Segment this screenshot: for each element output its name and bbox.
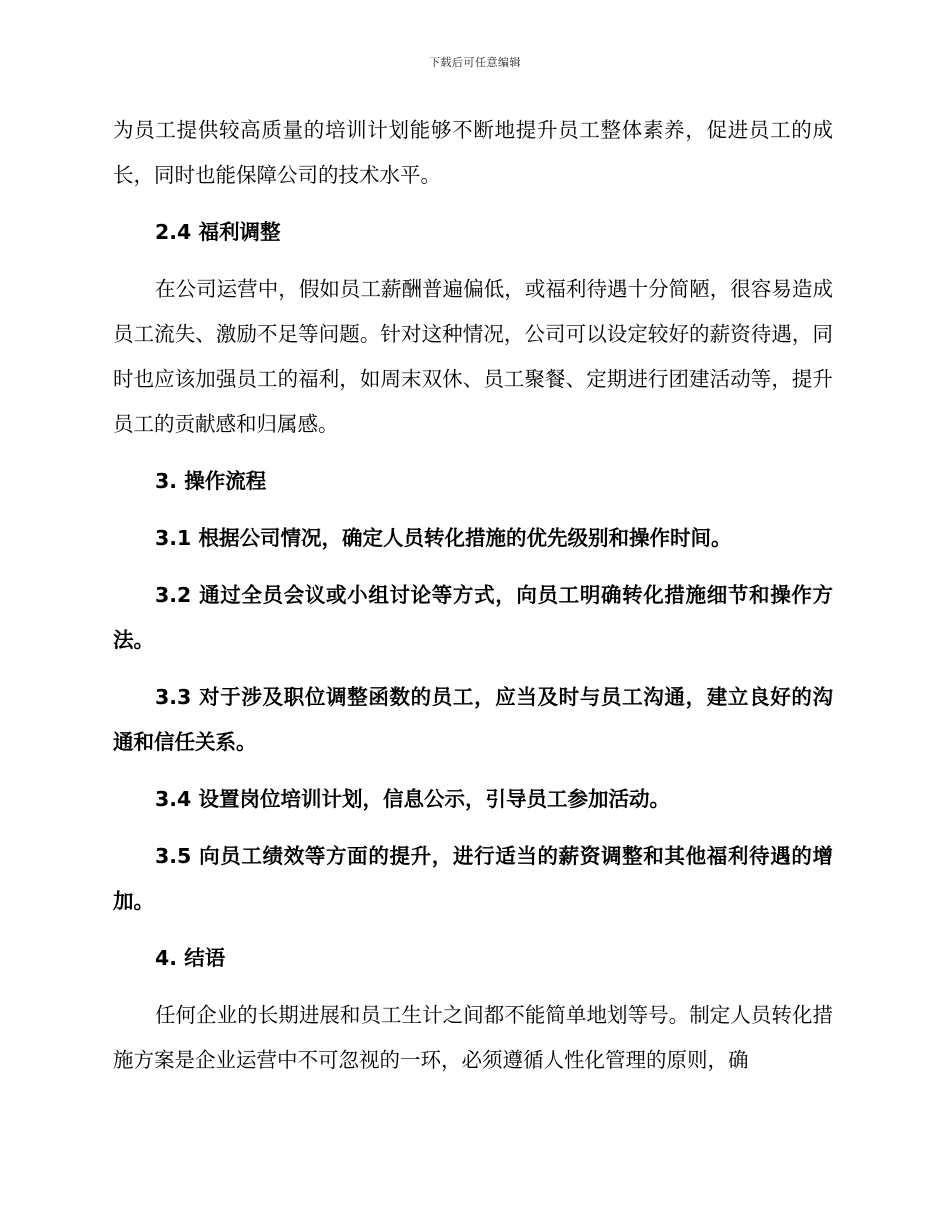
section-heading: 3. 操作流程 — [155, 469, 267, 493]
section-heading: 2.4 福利调整 — [155, 220, 281, 244]
body-paragraph: 在公司运营中，假如员工薪酬普遍偏低，或福利待遇十分简陋，很容易造成员工流失、激励不足等问题。针对这种情况，公司可以设定较好的薪资待遇，同时也应该加强员工的福利，如周末双休、员工聚餐、定期进行团建活动等，提升员工的贡献感和归属感。 — [113, 277, 833, 436]
list-item: 3.4 设置岗位培训计划，信息公示，引导员工参加活动。 — [155, 787, 670, 811]
list-item: 3.1 根据公司情况，确定人员转化措施的优先级别和操作时间。 — [155, 526, 732, 550]
page-header: 下载后可任意编辑 — [429, 56, 521, 69]
list-item: 3.3 对于涉及职位调整函数的员工，应当及时与员工沟通，建立良好的沟通和信任关系。 — [113, 685, 833, 754]
body-paragraph: 任何企业的长期进展和员工生计之间都不能简单地划等号。制定人员转化措施方案是企业运营中不可忽视的一环，必须遵循人性化管理的原则，确 — [113, 1003, 833, 1072]
section-heading: 4. 结语 — [155, 946, 226, 970]
document-body — [113, 108, 833, 1083]
list-item: 3.5 向员工绩效等方面的提升，进行适当的薪资调整和其他福利待遇的增加。 — [113, 844, 833, 913]
body-paragraph: 为员工提供较高质量的培训计划能够不断地提升员工整体素养，促进员工的成长，同时也能保障公司的技术水平。 — [113, 118, 833, 187]
list-item: 3.2 通过全员会议或小组讨论等方式，向员工明确转化措施细节和操作方法。 — [113, 583, 833, 652]
